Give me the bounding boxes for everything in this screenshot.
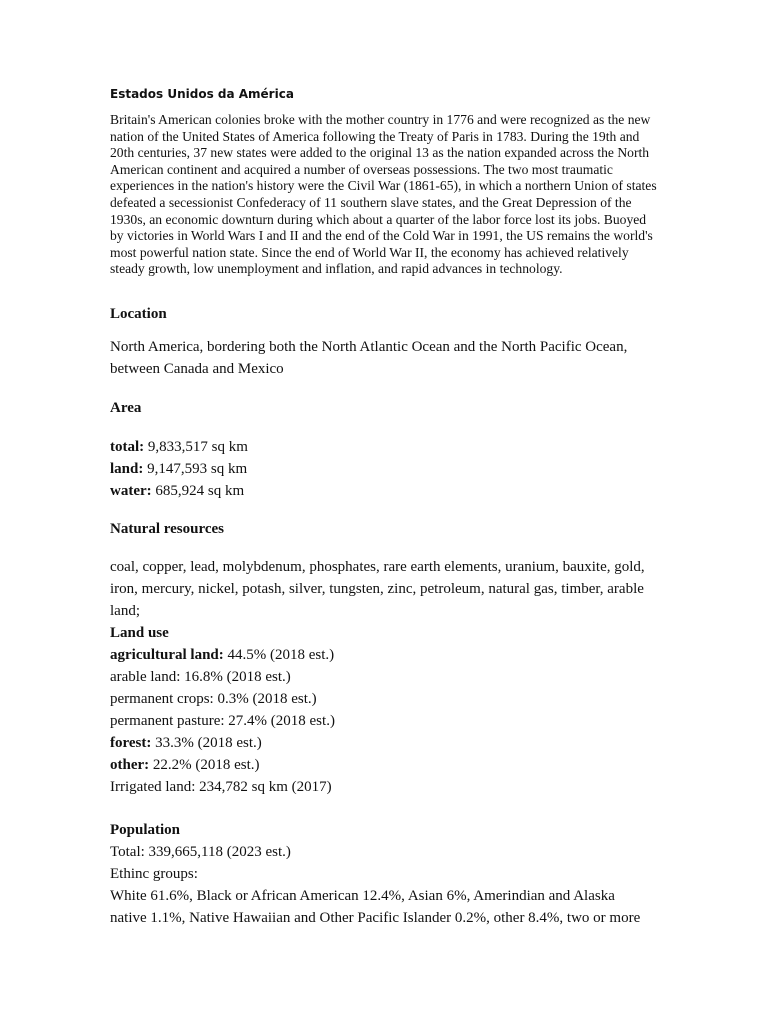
population-total: Total: 339,665,118 (2023 est.) bbox=[110, 844, 291, 860]
land-use-other: other: 22.2% (2018 est.) bbox=[110, 757, 260, 773]
area-total: total: 9,833,517 sq km bbox=[110, 439, 248, 455]
land-use-agricultural: agricultural land: 44.5% (2018 est.) bbox=[110, 647, 335, 663]
population-ethnic-line1: White 61.6%, Black or African American 12.4%, Asian 6%, Amerindian and Alaska bbox=[110, 888, 615, 904]
land-use-pasture: permanent pasture: 27.4% (2018 est.) bbox=[110, 713, 335, 729]
population-heading: Population bbox=[110, 822, 181, 838]
land-use-forest: forest: 33.3% (2018 est.) bbox=[110, 735, 262, 751]
land-use-section bbox=[110, 622, 670, 798]
land-use-irrigated: Irrigated land: 234,782 sq km (2017) bbox=[110, 779, 332, 795]
resources-text: coal, copper, lead, molybdenum, phosphates, rare earth elements, uranium, bauxite, gold, iron, mercury, nickel, potash, silver, tungsten, zinc, petroleum, natural gas, timber, arable land; bbox=[110, 559, 645, 619]
land-use-crops: permanent crops: 0.3% (2018 est.) bbox=[110, 691, 317, 707]
population-ethnic-label: Ethinc groups: bbox=[110, 866, 198, 882]
location-text: North America, bordering both the North Atlantic Ocean and the North Pacific Ocean, between Canada and Mexico bbox=[110, 339, 628, 377]
document-title: Estados Unidos da América bbox=[110, 87, 294, 101]
population-section bbox=[110, 819, 670, 929]
area-list bbox=[110, 436, 670, 502]
intro-paragraph: Britain's American colonies broke with the mother country in 1776 and were recognized as the new nation of the United States of America following the Treaty of Paris in 1783. During the 19th and 20th centuries, 37 new states were added to the original 13 as the nation expanded across the North American continent and acquired a number of overseas possessions. The two most traumatic experiences in the nation's history were the Civil War (1861-65), in which a northern Union of states defeated a secessionist Confederacy of 11 southern slave states, and the Great Depression of the 1930s, an economic downturn during which about a quarter of the labor force lost its jobs. Buoyed by victories in World Wars I and II and the end of the Cold War in 1991, the US remains the world's most powerful nation state. Since the end of World War II, the economy has achieved relatively steady growth, low unemployment and inflation, and rapid advances in technology. bbox=[110, 112, 657, 277]
area-heading: Area bbox=[110, 400, 142, 416]
area-water: water: 685,924 sq km bbox=[110, 483, 245, 499]
area-land: land: 9,147,593 sq km bbox=[110, 461, 248, 477]
land-use-heading: Land use bbox=[110, 625, 169, 641]
population-ethnic-line2: native 1.1%, Native Hawaiian and Other Pacific Islander 0.2%, other 8.4%, two or more bbox=[110, 910, 641, 926]
location-heading: Location bbox=[110, 306, 167, 322]
land-use-arable: arable land: 16.8% (2018 est.) bbox=[110, 669, 291, 685]
resources-heading: Natural resources bbox=[110, 521, 225, 537]
